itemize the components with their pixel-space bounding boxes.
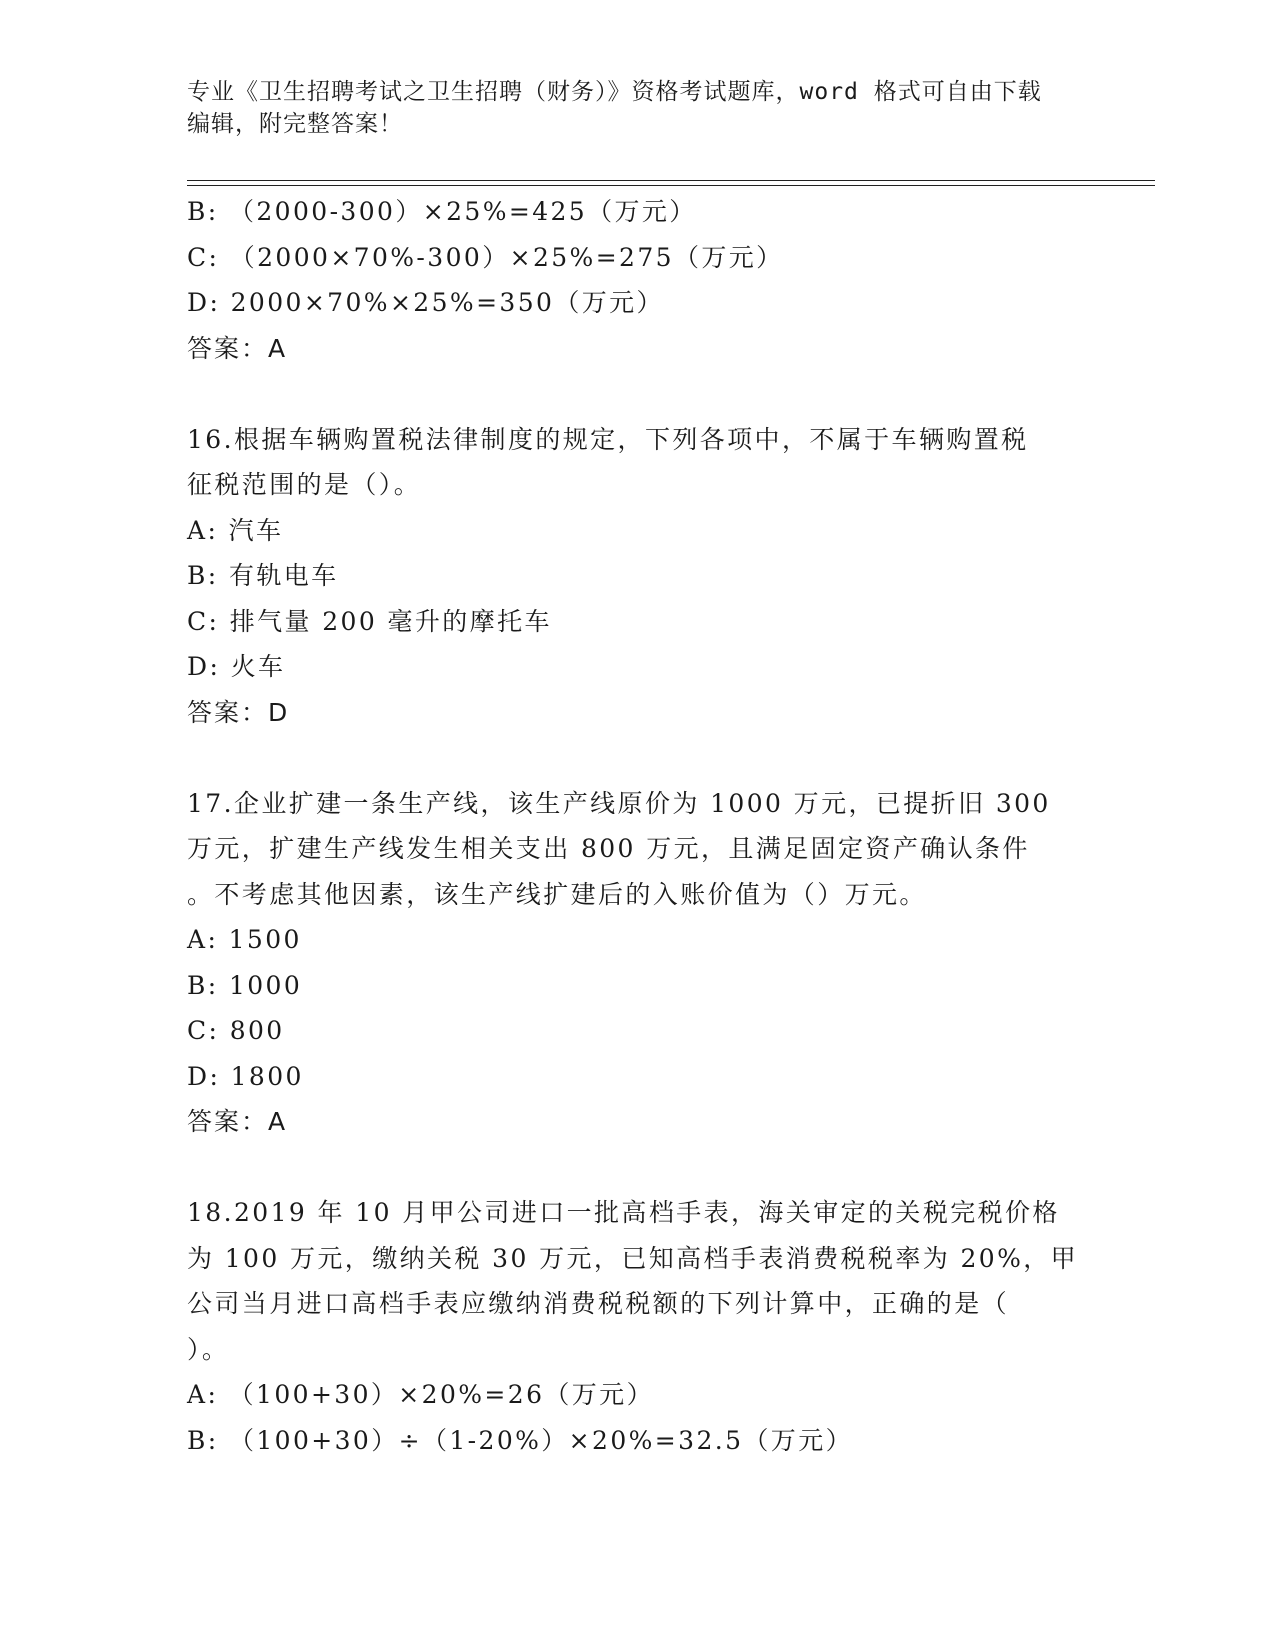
question-16-stem-line-1: 16.根据车辆购置税法律制度的规定，下列各项中，不属于车辆购置税 <box>187 424 1029 454</box>
header-title-line-1: 专业《卫生招聘考试之卫生招聘（财务）》资格考试题库，word 格式可自由下载 <box>187 79 1042 105</box>
header-title-line-2: 编辑，附完整答案！ <box>187 111 403 137</box>
question-15-answer: 答案：A <box>187 333 288 363</box>
question-15-option-c: C: （2000×70%-300）×25%=275（万元） <box>187 242 784 272</box>
question-spacer <box>187 1145 1087 1191</box>
question-18-option-a: A: （100+30）×20%=26（万元） <box>187 1380 654 1409</box>
question-17-option-c: C: 800 <box>187 1016 285 1045</box>
document-header <box>187 76 1067 140</box>
question-17-stem-line-2: 万元，扩建生产线发生相关支出 800 万元，且满足固定资产确认条件 <box>187 834 1030 863</box>
question-17 <box>187 781 1087 1145</box>
question-15-option-b: B: （2000-300）×25%=425（万元） <box>187 197 697 226</box>
question-18-option-b: B: （100+30）÷（1-20%）×20%=32.5（万元） <box>187 1425 854 1455</box>
question-17-stem-line-3: 。不考虑其他因素，该生产线扩建后的入账价值为（）万元。 <box>187 879 927 909</box>
question-17-option-d: D: 1800 <box>187 1061 304 1091</box>
question-15-tail <box>187 189 1087 371</box>
question-18-stem-line-1: 18.2019 年 10 月甲公司进口一批高档手表，海关审定的关税完税价格 <box>187 1198 1060 1227</box>
question-16-option-b: B: 有轨电车 <box>187 561 339 590</box>
question-spacer <box>187 735 1087 781</box>
header-divider-top <box>187 180 1155 181</box>
question-17-stem-line-1: 17.企业扩建一条生产线，该生产线原价为 1000 万元，已提折旧 300 <box>187 788 1051 818</box>
question-16 <box>187 417 1087 736</box>
question-15-option-d: D: 2000×70%×25%=350（万元） <box>187 288 664 317</box>
question-16-stem-line-2: 征税范围的是（）。 <box>187 470 422 499</box>
question-16-option-d: D: 火车 <box>187 652 286 681</box>
question-16-option-a: A: 汽车 <box>187 515 284 545</box>
question-18 <box>187 1190 1087 1463</box>
question-17-answer: 答案：A <box>187 1107 288 1136</box>
question-18-stem-line-2: 为 100 万元，缴纳关税 30 万元，已知高档手表消费税税率为 20%，甲 <box>187 1243 1079 1273</box>
question-18-stem-line-3: 公司当月进口高档手表应缴纳消费税税额的下列计算中，正确的是（ <box>187 1289 1010 1318</box>
question-16-option-c: C: 排气量 200 毫升的摩托车 <box>187 606 552 636</box>
question-17-option-b: B: 1000 <box>187 970 303 1000</box>
question-16-answer: 答案：D <box>187 697 290 727</box>
question-list <box>187 189 1087 1463</box>
header-divider-bottom <box>187 185 1155 186</box>
question-17-option-a: A: 1500 <box>187 925 302 954</box>
question-spacer <box>187 371 1087 417</box>
question-18-stem-line-4: ）。 <box>187 1334 230 1364</box>
